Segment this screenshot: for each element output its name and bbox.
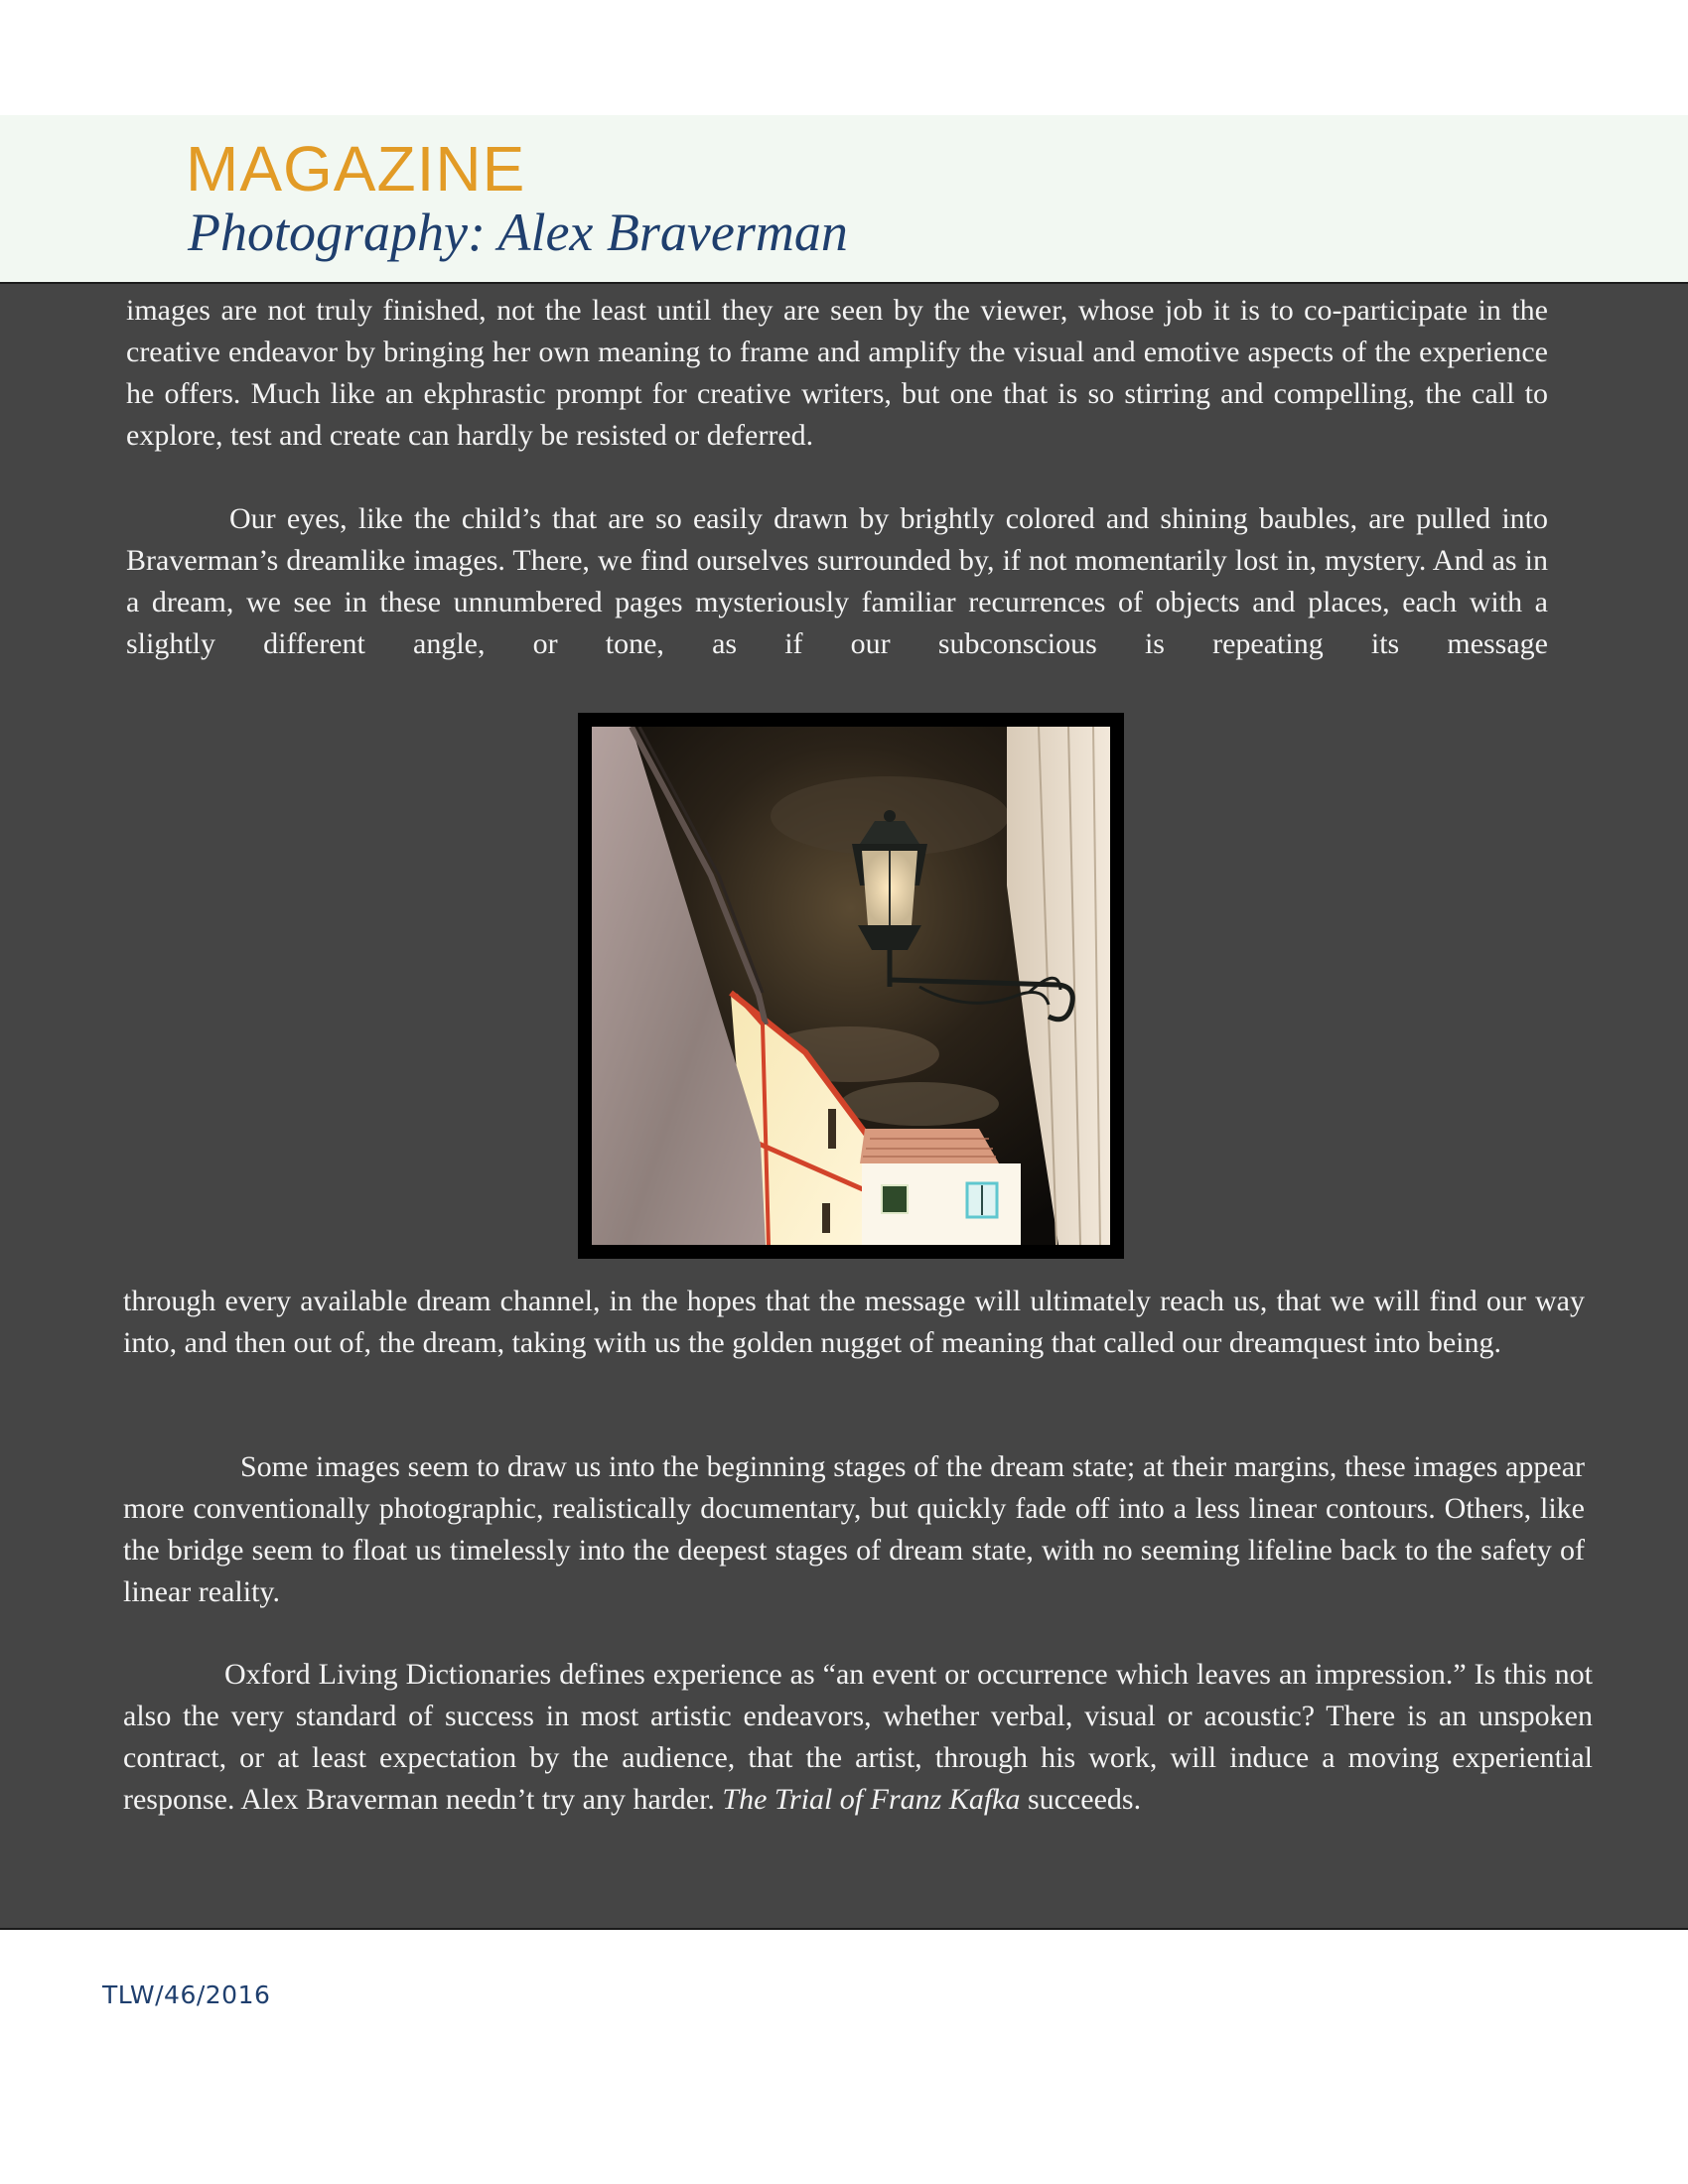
magazine-label: MAGAZINE: [186, 133, 526, 205]
masthead: [0, 115, 1688, 284]
article-paragraph-4: Some images seem to draw us into the beginning stages of the dream state; at their margins, these images appear more conventionally photographic, realistically documentary, but quickly fade off into a less linear contours. Others, like the bridge seem to float us timelessly into the deepest stages of dream state, with no seeming lifeline back to the safety of linear reality.: [123, 1450, 1585, 1608]
book-title: The Trial of Franz Kafka: [722, 1783, 1021, 1816]
article-paragraph-1: images are not truly finished, not the least until they are seen by the viewer, whose job it is to co-participate in the creative endeavor by bringing her own meaning to frame and amplify the visual and emotive aspects of the experience he offers. Much like an ekphrastic prompt for creative writers, but one that is so stirring and compelling, the call to explore, test and create can hardly be resisted or deferred.: [126, 294, 1548, 452]
article-paragraph-2: Our eyes, like the child’s that are so easily drawn by brightly colored and shining baubles, are pulled into Braverman’s dreamlike images. There, we find ourselves surrounded by, if not momentarily lost in, mystery. And as in a dream, we see in these unnumbered pages mysteriously familiar recurrences of objects and places, each with a slightly different angle, or tone, as if our subconscious is repeating its message: [126, 502, 1548, 660]
photograph-lamp-alley: [578, 713, 1124, 1259]
issue-code: TLW/46/2016: [102, 1980, 271, 2009]
article-paragraph-5: Oxford Living Dictionaries defines experience as “an event or occurrence which leaves an impression.” Is this not also the very standard of success in most artistic endeavors, whether verbal, visual or acoustic? There is an unspoken contract, or at least expectation by the audience, that the artist, through his work, will induce a moving experiential response. Alex Braverman needn’t try any harder. The Trial of Franz Kafka succeeds.: [123, 1658, 1593, 1816]
photography-credit: Photography: Alex Braverman: [188, 203, 848, 262]
article-panel: [0, 284, 1688, 1930]
photo-illustration: [592, 727, 1110, 1245]
article-paragraph-3: through every available dream channel, in the hopes that the message will ultimately reach us, that we will find our way into, and then out of, the dream, taking with us the golden nugget of meaning that called our dreamquest into being.: [123, 1285, 1585, 1359]
